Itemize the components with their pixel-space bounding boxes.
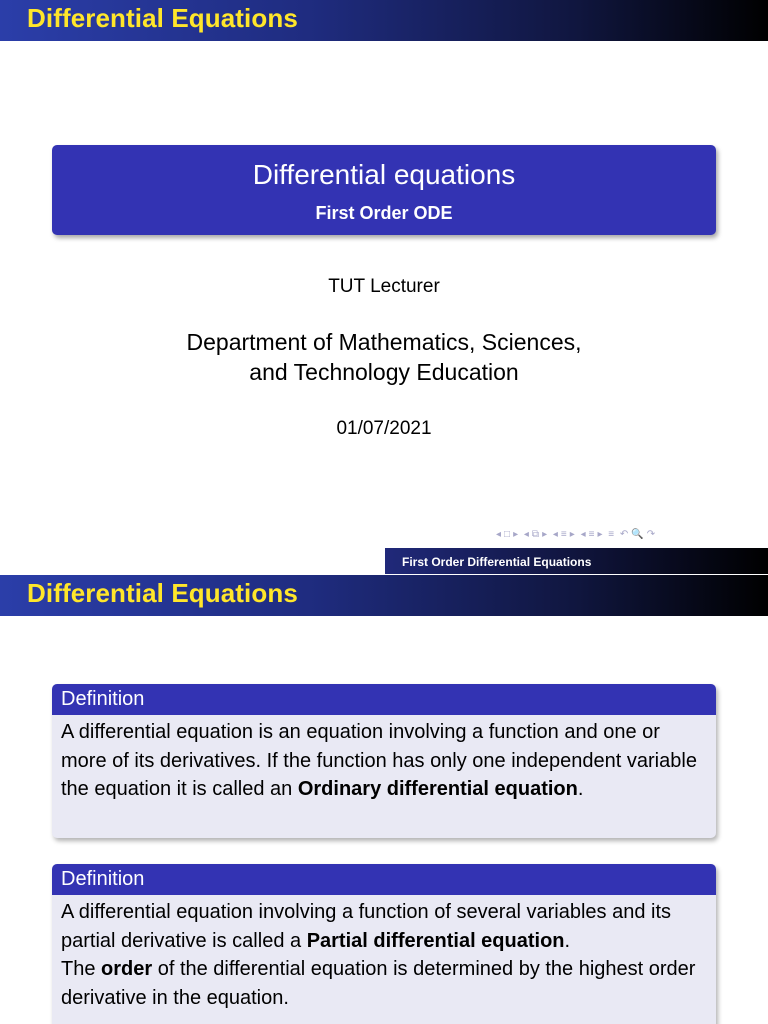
definition-block-2 [52,864,716,1024]
nav-next-slide-icon[interactable]: ▸ [513,529,519,540]
block-body [52,715,716,814]
navigation-bar [496,529,658,545]
nav-prev-frame-icon[interactable]: ◂ [523,529,529,540]
presentation-title: Differential equations [252,159,516,190]
nav-subsection-icon[interactable]: ≡ [560,529,567,540]
slide-definitions [0,548,768,1024]
institute-line-2: and Technology Education [249,359,519,385]
nav-back-icon[interactable]: ↶ [619,529,629,540]
block-title: Definition [52,864,716,895]
block-bold-term: order [101,958,153,980]
nav-forward-icon[interactable]: ↷ [646,529,656,540]
nav-next-frame-icon[interactable]: ▸ [542,529,548,540]
date: 01/07/2021 [336,418,432,439]
nav-next-subsection-icon[interactable]: ▸ [569,529,575,540]
headline-section: First Order Differential Equations [402,555,592,569]
title-box [52,145,716,235]
block-text: A differential equation is an equation involving a function and one or more of its derivatives. If the function has only one independent variable the equation it is called an [61,721,697,800]
block-bold-term: Ordinary differential equation [297,778,578,800]
nav-prev-section-icon[interactable]: ◂ [580,529,586,540]
nav-next-section-icon[interactable]: ▸ [597,529,603,540]
institute [0,327,768,387]
author: TUT Lecturer [328,276,440,297]
nav-prev-slide-icon[interactable]: ◂ [496,529,502,540]
frame-title: Differential Equations [27,3,298,33]
frame-title: Differential Equations [27,578,298,608]
block-text: The [61,958,102,980]
frame-title-bar [0,575,768,616]
institute-line-1: Department of Mathematics, Sciences, [186,329,582,355]
block-text-end: . [577,778,584,800]
headline-left [0,548,385,574]
nav-slide-icon[interactable]: □ [504,529,511,540]
nav-document-icon[interactable]: ≡ [608,529,615,540]
block-body [52,895,716,1022]
block-bold-term: Partial differential equation [306,929,565,952]
definition-block-1 [52,684,716,838]
block-text-end: . [564,929,571,952]
headline-bar [385,548,768,574]
nav-search-icon[interactable]: 🔍 [631,529,644,540]
presentation-subtitle: First Order ODE [315,203,453,223]
block-text: of the differential equation is determined by the highest order derivative in the equation. [61,958,696,1009]
block-text: A differential equation involving a function of several variables and its partial derivative is called a [61,901,672,952]
nav-frame-icon[interactable]: ⧉ [531,529,540,540]
nav-section-icon[interactable]: ≡ [588,529,595,540]
nav-prev-subsection-icon[interactable]: ◂ [552,529,558,540]
block-title: Definition [52,684,716,715]
frame-title-bar [0,0,768,41]
